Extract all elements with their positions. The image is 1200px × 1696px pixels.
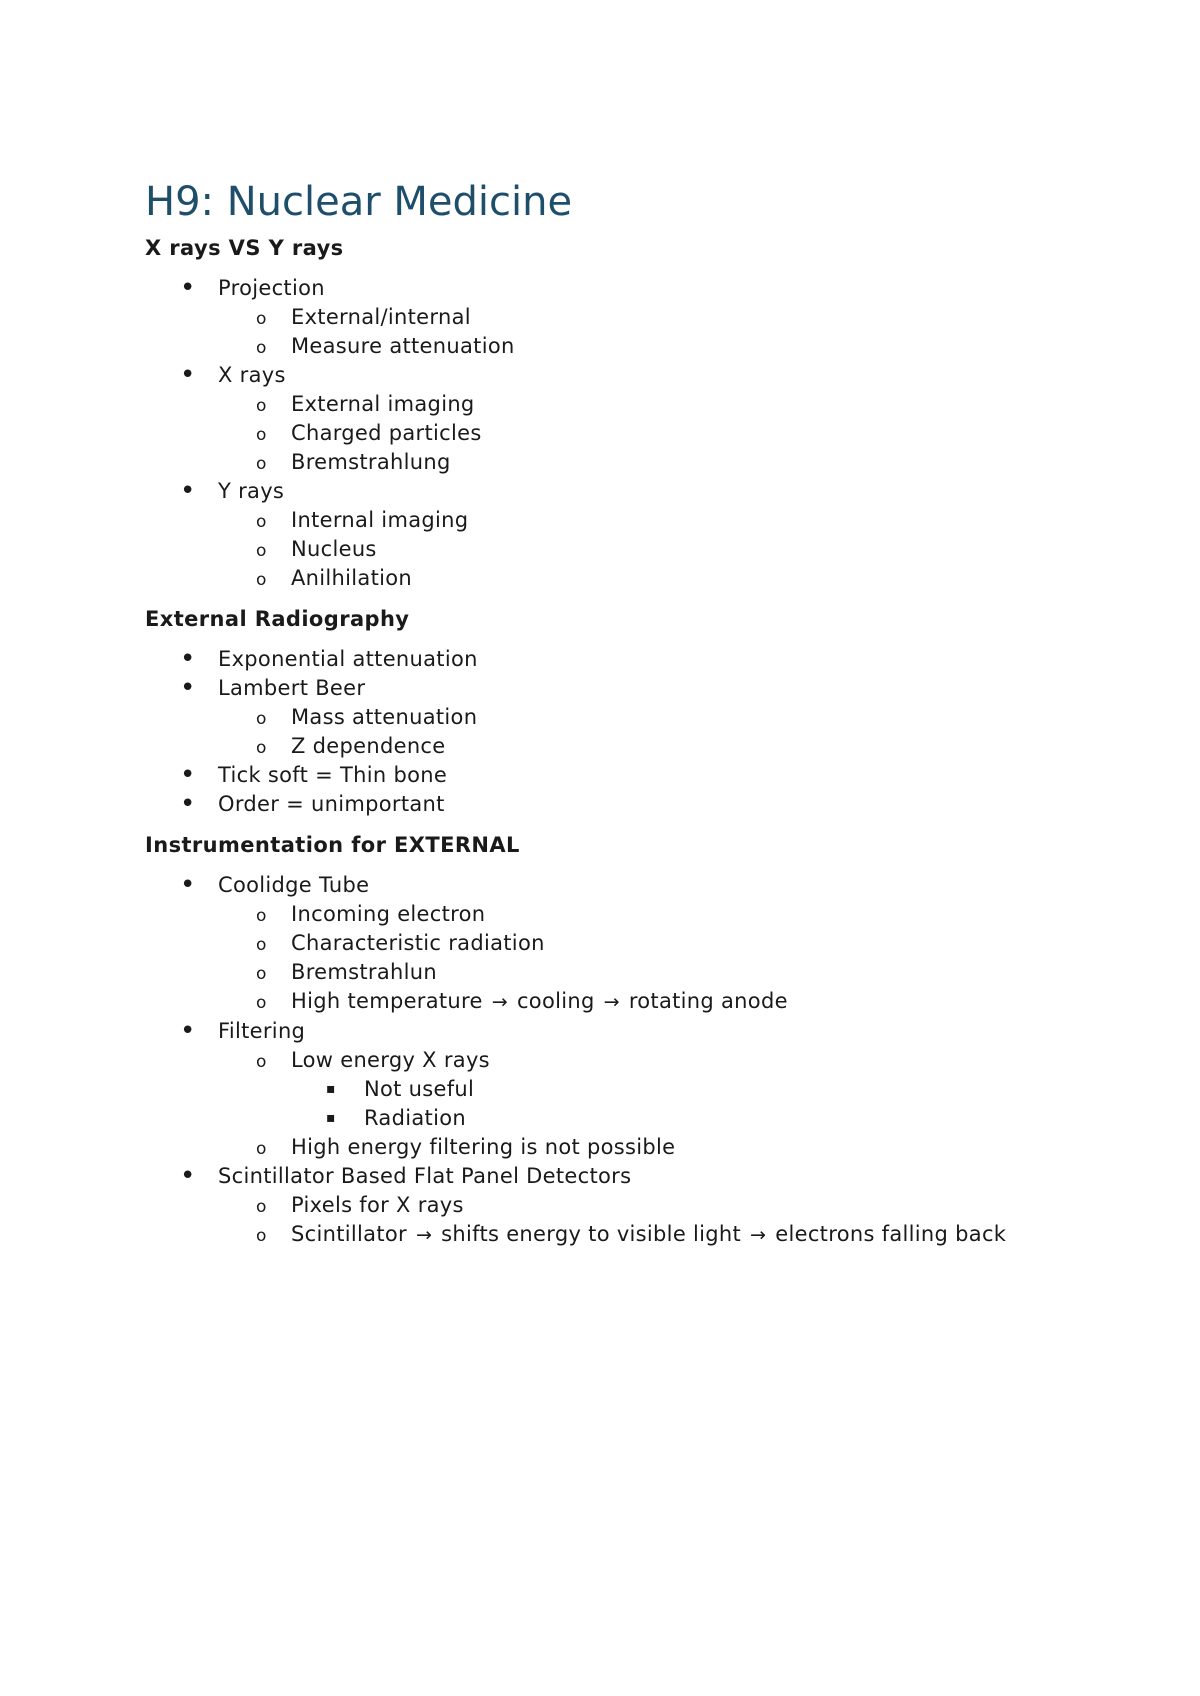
bullet-list-level-2 xyxy=(218,1191,1105,1250)
bullet-list-level-1 xyxy=(145,645,1105,819)
bullet-icon: • xyxy=(180,1016,196,1046)
list-item-text: Projection xyxy=(218,276,325,300)
list-item xyxy=(145,1220,1105,1250)
arrow-right-icon: → xyxy=(750,1224,767,1246)
list-item-text: External/internal xyxy=(291,305,471,329)
list-item-text: Order = unimportant xyxy=(218,792,445,816)
list-item xyxy=(145,958,1105,987)
bullet-list-level-2 xyxy=(218,1046,1105,1162)
list-item-text: Exponential attenuation xyxy=(218,647,478,671)
list-item-text: Scintillator xyxy=(291,1222,407,1246)
list-item-text: Y rays xyxy=(218,479,285,503)
bullet-icon: o xyxy=(256,396,267,416)
document-body xyxy=(145,234,1105,1250)
list-item-text: High energy filtering is not possible xyxy=(291,1135,676,1159)
list-item xyxy=(145,564,1105,593)
list-item xyxy=(145,448,1105,477)
list-item xyxy=(145,535,1105,564)
bullet-list-level-2 xyxy=(218,390,1105,477)
list-item xyxy=(145,332,1105,361)
list-item xyxy=(145,1046,1105,1133)
bullet-icon: • xyxy=(180,760,196,790)
arrow-right-icon: → xyxy=(603,991,620,1013)
bullet-icon: o xyxy=(256,425,267,445)
bullet-icon: • xyxy=(180,1161,196,1191)
bullet-icon: • xyxy=(180,673,196,703)
list-item-text: Pixels for X rays xyxy=(291,1193,464,1217)
list-item-text: High temperature xyxy=(291,989,483,1013)
list-item xyxy=(145,1191,1105,1220)
bullet-icon: • xyxy=(180,789,196,819)
list-item-text: Charged particles xyxy=(291,421,482,445)
list-item xyxy=(145,390,1105,419)
list-item-text: Scintillator Based Flat Panel Detectors xyxy=(218,1164,632,1188)
arrow-right-icon: → xyxy=(491,991,508,1013)
list-item xyxy=(145,1017,1105,1162)
list-item-text: Internal imaging xyxy=(291,508,469,532)
list-item-text: X rays xyxy=(218,363,286,387)
list-item-text: Nucleus xyxy=(291,537,377,561)
list-item-text: Tick soft = Thin bone xyxy=(218,763,448,787)
list-item-text: Bremstrahlung xyxy=(291,450,451,474)
list-item-text: Anilhilation xyxy=(291,566,413,590)
bullet-icon: o xyxy=(256,309,267,329)
list-item xyxy=(145,674,1105,761)
bullet-icon: o xyxy=(256,541,267,561)
section-heading: X rays VS Y rays xyxy=(145,236,344,260)
bullet-list-level-2 xyxy=(218,506,1105,593)
bullet-icon: • xyxy=(180,273,196,303)
bullet-list-level-2 xyxy=(218,703,1105,761)
bullet-icon: o xyxy=(256,512,267,532)
bullet-icon: • xyxy=(180,476,196,506)
list-item-text: cooling xyxy=(516,989,595,1013)
list-item-text: Radiation xyxy=(364,1106,466,1130)
list-item xyxy=(145,361,1105,477)
list-item-text: External imaging xyxy=(291,392,475,416)
list-item-text: electrons falling back xyxy=(775,1222,1007,1246)
list-item xyxy=(145,732,1105,761)
list-item-text: Not useful xyxy=(364,1077,475,1101)
list-item xyxy=(145,303,1105,332)
bullet-icon: • xyxy=(180,644,196,674)
list-item-text: Mass attenuation xyxy=(291,705,478,729)
bullet-icon: o xyxy=(256,454,267,474)
list-item-text: Lambert Beer xyxy=(218,676,366,700)
list-item xyxy=(145,790,1105,819)
bullet-list-level-2 xyxy=(218,303,1105,361)
list-item xyxy=(145,645,1105,674)
arrow-right-icon: → xyxy=(415,1224,433,1246)
section-heading: Instrumentation for EXTERNAL xyxy=(145,833,520,857)
bullet-icon: • xyxy=(180,360,196,390)
bullet-icon: ▪ xyxy=(326,1081,336,1097)
bullet-icon: o xyxy=(256,935,267,955)
list-item xyxy=(145,1075,1105,1104)
bullet-icon: o xyxy=(256,709,267,729)
bullet-icon: o xyxy=(256,1139,267,1159)
document-page xyxy=(145,176,1105,1262)
list-item-text: Z dependence xyxy=(291,734,446,758)
list-item-text: Low energy X rays xyxy=(291,1048,490,1072)
list-item xyxy=(145,1162,1105,1250)
bullet-icon: o xyxy=(256,738,267,758)
list-item-text: Incoming electron xyxy=(291,902,486,926)
list-item xyxy=(145,761,1105,790)
bullet-list-level-1 xyxy=(145,274,1105,593)
list-item xyxy=(145,900,1105,929)
bullet-list-level-2 xyxy=(218,900,1105,1017)
list-item xyxy=(145,477,1105,593)
list-item xyxy=(145,1133,1105,1162)
list-item-text: shifts energy to visible light xyxy=(441,1222,742,1246)
list-item xyxy=(145,506,1105,535)
bullet-icon: ▪ xyxy=(326,1110,336,1126)
bullet-icon: • xyxy=(180,870,196,900)
list-item xyxy=(145,703,1105,732)
bullet-icon: o xyxy=(256,338,267,358)
bullet-icon: o xyxy=(256,1052,267,1072)
bullet-list-level-3 xyxy=(291,1075,1105,1133)
bullet-icon: o xyxy=(256,570,267,590)
list-item-text: Characteristic radiation xyxy=(291,931,545,955)
list-item-text: Bremstrahlun xyxy=(291,960,437,984)
list-item xyxy=(145,929,1105,958)
list-item xyxy=(145,274,1105,361)
bullet-icon: o xyxy=(256,1197,267,1217)
bullet-icon: o xyxy=(256,993,267,1013)
bullet-icon: o xyxy=(256,906,267,926)
bullet-icon: o xyxy=(256,1226,267,1246)
bullet-list-level-1 xyxy=(145,871,1105,1250)
list-item-text: rotating anode xyxy=(628,989,788,1013)
section-heading: External Radiography xyxy=(145,607,410,631)
document-title: H9: Nuclear Medicine xyxy=(145,179,573,225)
list-item xyxy=(145,419,1105,448)
bullet-icon: o xyxy=(256,964,267,984)
list-item xyxy=(145,1104,1105,1133)
list-item xyxy=(145,987,1105,1017)
list-item-text: Coolidge Tube xyxy=(218,873,370,897)
list-item-text: Measure attenuation xyxy=(291,334,515,358)
list-item xyxy=(145,871,1105,1017)
list-item-text: Filtering xyxy=(218,1019,306,1043)
